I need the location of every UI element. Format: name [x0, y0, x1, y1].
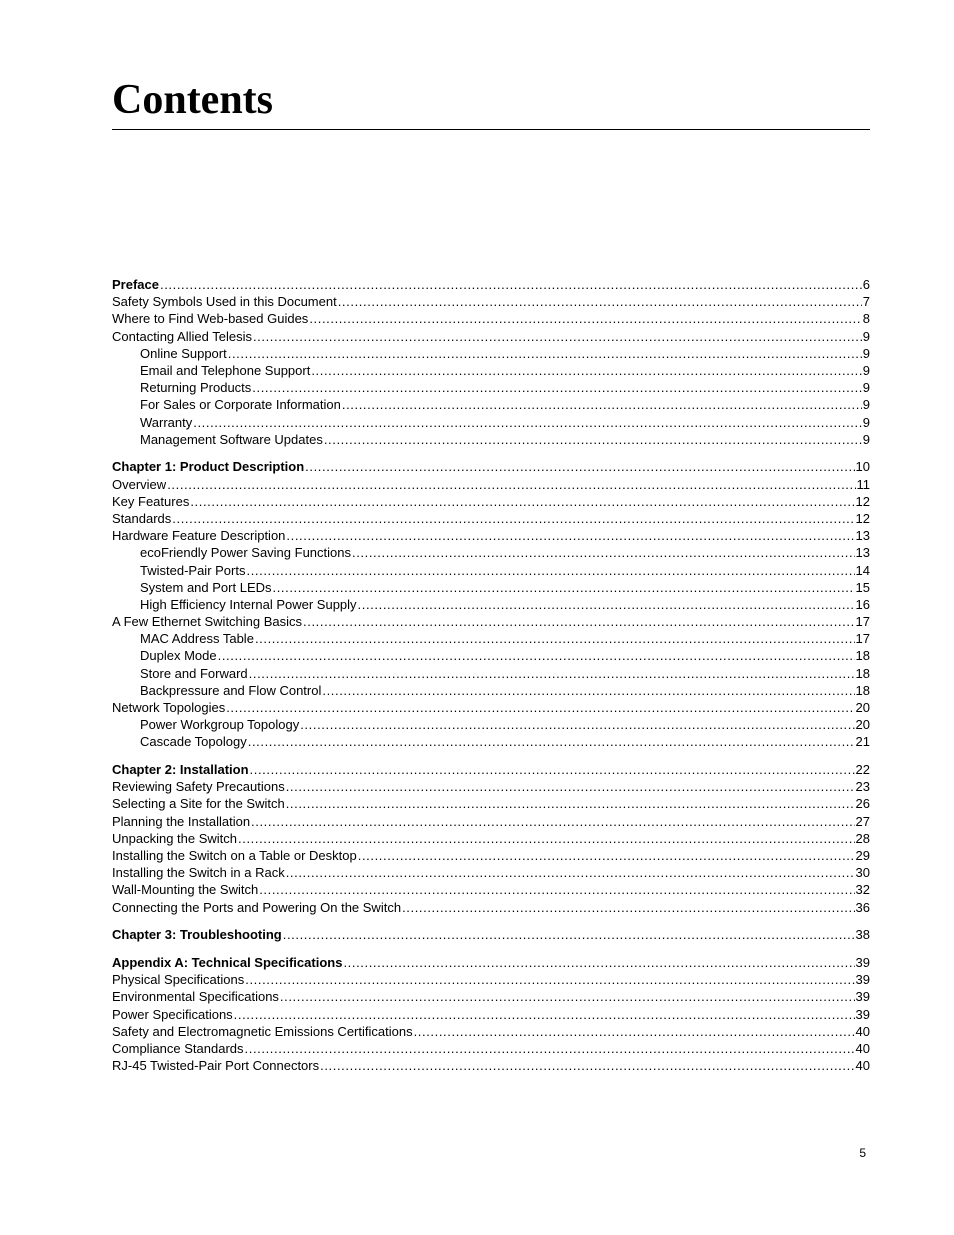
toc-entry[interactable] [112, 579, 870, 596]
dot-leader [255, 630, 855, 647]
toc-entry[interactable] [112, 813, 870, 830]
toc-entry-page: 22 [855, 762, 870, 778]
dot-leader [286, 527, 854, 544]
toc-entry-page: 20 [855, 700, 870, 715]
toc-entry-label: Contacting Allied Telesis [112, 328, 252, 344]
toc-entry-page: 39 [855, 954, 870, 970]
toc-entry[interactable] [112, 1040, 870, 1057]
dot-leader [249, 665, 855, 682]
dot-leader [245, 971, 854, 988]
toc-section [112, 458, 870, 750]
toc-entry[interactable] [112, 847, 870, 864]
toc-entry[interactable] [112, 345, 870, 362]
toc-entry[interactable] [112, 647, 870, 664]
toc-entry[interactable] [112, 899, 870, 916]
toc-entry-label: High Efficiency Internal Power Supply [140, 596, 357, 612]
toc-entry-label: Safety and Electromagnetic Emissions Certifications [112, 1023, 413, 1039]
toc-entry-page: 18 [855, 682, 870, 698]
toc-entry-page: 30 [855, 865, 870, 881]
toc-entry-label: Store and Forward [140, 665, 248, 681]
toc-entry-label: Chapter 2: Installation [112, 762, 249, 778]
dot-leader [190, 493, 854, 510]
page-number: 5 [859, 1146, 866, 1160]
toc-entry-page: 26 [855, 796, 870, 812]
toc-entry-label: System and Port LEDs [140, 579, 272, 595]
dot-leader [193, 414, 862, 431]
toc-entry-label: Key Features [112, 493, 190, 509]
toc-entry-page: 15 [855, 579, 870, 595]
toc-entry[interactable] [112, 431, 870, 448]
toc-entry-label: Duplex Mode [140, 648, 217, 664]
toc-entry-label: Network Topologies [112, 700, 226, 715]
toc-heading-entry[interactable] [112, 458, 870, 475]
dot-leader [342, 396, 862, 413]
toc-heading-entry[interactable] [112, 276, 870, 293]
toc-entry[interactable] [112, 310, 870, 327]
toc-entry-page: 12 [855, 493, 870, 509]
toc-entry-label: Online Support [140, 345, 227, 361]
toc-entry-page: 28 [855, 830, 870, 846]
dot-leader [283, 926, 855, 943]
dot-leader [358, 596, 855, 613]
toc-entry-page: 10 [855, 459, 870, 475]
toc-entry-label: Connecting the Ports and Powering On the Switch [112, 899, 402, 915]
toc-entry[interactable] [112, 414, 870, 431]
toc-entry-label: Returning Products [140, 380, 252, 396]
toc-entry[interactable] [112, 1006, 870, 1023]
toc-entry-label: Standards [112, 510, 172, 526]
dot-leader [320, 1057, 854, 1074]
toc-entry[interactable] [112, 596, 870, 613]
toc-entry[interactable] [112, 795, 870, 812]
toc-entry-page: 27 [855, 813, 870, 829]
toc-entry[interactable] [112, 864, 870, 881]
dot-leader [167, 476, 855, 493]
toc-entry-page: 6 [862, 277, 870, 292]
toc-entry-label: Overview [112, 476, 167, 492]
toc-entry-page: 7 [862, 294, 870, 310]
toc-entry[interactable] [112, 379, 870, 396]
toc-entry-label: Unpacking the Switch [112, 830, 238, 846]
toc-entry-page: 40 [855, 1058, 870, 1074]
toc-entry[interactable] [112, 1023, 870, 1040]
toc-entry[interactable] [112, 396, 870, 413]
toc-entry-page: 17 [855, 614, 870, 630]
dot-leader [218, 647, 855, 664]
toc-entry[interactable] [112, 328, 870, 345]
toc-entry-page: 11 [856, 476, 870, 492]
toc-entry-label: Appendix A: Technical Specifications [112, 954, 343, 970]
dot-leader [251, 813, 854, 830]
toc-entry[interactable] [112, 716, 870, 733]
toc-entry[interactable] [112, 988, 870, 1005]
toc-entry-label: Power Specifications [112, 1006, 233, 1022]
toc-entry-label: Chapter 1: Product Description [112, 459, 305, 475]
dot-leader [248, 733, 855, 750]
toc-entry-page: 21 [855, 734, 870, 750]
toc-entry-page: 39 [855, 972, 870, 988]
toc-entry[interactable] [112, 562, 870, 579]
toc-entry-label: Compliance Standards [112, 1040, 244, 1056]
toc-entry[interactable] [112, 493, 870, 510]
toc-entry[interactable] [112, 613, 870, 630]
dot-leader [352, 544, 855, 561]
toc-entry-page: 9 [862, 397, 870, 413]
dot-leader [259, 881, 854, 898]
toc-entry-label: Where to Find Web-based Guides [112, 311, 309, 327]
dot-leader [358, 847, 855, 864]
toc-entry-page: 39 [855, 1006, 870, 1022]
toc-section [112, 276, 870, 448]
dot-leader [303, 613, 855, 630]
toc-heading-entry[interactable] [112, 954, 870, 971]
toc-entry-label: MAC Address Table [140, 631, 254, 647]
toc-entry-page: 8 [862, 311, 870, 327]
toc-entry-page: 14 [855, 562, 870, 578]
toc-entry-page: 12 [855, 510, 870, 526]
toc-entry[interactable] [112, 476, 870, 493]
table-of-contents [112, 276, 870, 1085]
toc-entry-label: For Sales or Corporate Information [140, 397, 341, 413]
toc-entry[interactable] [112, 1057, 870, 1074]
toc-entry-label: Planning the Installation [112, 813, 251, 829]
toc-heading-entry[interactable] [112, 761, 870, 778]
toc-entry-page: 36 [855, 899, 870, 915]
toc-entry-page: 40 [855, 1040, 870, 1056]
dot-leader [160, 276, 862, 293]
toc-entry[interactable] [112, 544, 870, 561]
toc-section [112, 926, 870, 943]
toc-entry-page: 18 [855, 648, 870, 664]
toc-entry[interactable] [112, 527, 870, 544]
toc-entry-label: Selecting a Site for the Switch [112, 796, 285, 812]
dot-leader [343, 954, 854, 971]
toc-entry-label: Installing the Switch in a Rack [112, 865, 285, 881]
dot-leader [280, 988, 855, 1005]
dot-leader [402, 899, 854, 916]
toc-entry[interactable] [112, 971, 870, 988]
dot-leader [286, 864, 855, 881]
toc-entry[interactable] [112, 830, 870, 847]
toc-entry-label: A Few Ethernet Switching Basics [112, 614, 303, 630]
dot-leader [234, 1006, 855, 1023]
toc-section [112, 954, 870, 1074]
toc-entry-label: Physical Specifications [112, 972, 245, 988]
toc-entry-page: 9 [862, 380, 870, 396]
toc-entry-page: 9 [862, 414, 870, 430]
toc-entry[interactable] [112, 778, 870, 795]
toc-entry-label: Safety Symbols Used in this Document [112, 294, 337, 310]
dot-leader [311, 362, 861, 379]
toc-entry[interactable] [112, 682, 870, 699]
title-divider [112, 129, 870, 130]
toc-entry[interactable] [112, 293, 870, 310]
toc-entry-label: Chapter 3: Troubleshooting [112, 927, 282, 943]
toc-entry-page: 16 [855, 596, 870, 612]
dot-leader [305, 458, 854, 475]
toc-entry-page: 9 [862, 328, 870, 344]
toc-entry-label: Installing the Switch on a Table or Desktop [112, 848, 357, 863]
dot-leader [286, 795, 855, 812]
toc-entry-label: Backpressure and Flow Control [140, 682, 322, 698]
dot-leader [245, 1040, 855, 1057]
dot-leader [338, 293, 862, 310]
dot-leader [322, 682, 854, 699]
toc-entry[interactable] [112, 665, 870, 682]
toc-entry-page: 13 [855, 528, 870, 544]
toc-entry[interactable] [112, 362, 870, 379]
toc-entry-page: 38 [855, 927, 870, 943]
dot-leader [228, 345, 862, 362]
toc-entry-page: 9 [862, 362, 870, 378]
toc-entry-page: 20 [855, 717, 870, 733]
toc-entry-label: Management Software Updates [140, 431, 323, 447]
toc-entry-page: 29 [855, 848, 870, 863]
toc-entry-page: 9 [862, 345, 870, 361]
toc-entry-page: 13 [855, 545, 870, 561]
toc-entry-label: Environmental Specifications [112, 989, 279, 1005]
toc-entry-page: 17 [855, 631, 870, 647]
page-title: Contents [112, 77, 274, 123]
toc-entry-page: 9 [862, 431, 870, 447]
toc-heading-entry[interactable] [112, 926, 870, 943]
toc-entry[interactable] [112, 699, 870, 716]
toc-section [112, 761, 870, 916]
toc-entry-page: 23 [855, 779, 870, 795]
toc-entry-label: RJ-45 Twisted-Pair Port Connectors [112, 1058, 320, 1074]
toc-entry-label: Cascade Topology [140, 734, 247, 750]
toc-entry-label: ecoFriendly Power Saving Functions [140, 545, 351, 561]
toc-entry-label: Email and Telephone Support [140, 362, 311, 378]
toc-entry-page: 40 [855, 1023, 870, 1039]
dot-leader [226, 699, 854, 716]
toc-entry[interactable] [112, 881, 870, 898]
toc-entry-label: Hardware Feature Description [112, 528, 286, 544]
toc-entry-page: 32 [855, 882, 870, 898]
dot-leader [286, 778, 855, 795]
toc-entry-label: Wall-Mounting the Switch [112, 882, 259, 898]
dot-leader [309, 310, 861, 327]
dot-leader [300, 716, 854, 733]
dot-leader [414, 1023, 855, 1040]
toc-entry-label: Preface [112, 277, 159, 292]
dot-leader [252, 379, 861, 396]
dot-leader [273, 579, 855, 596]
toc-entry-label: Reviewing Safety Precautions [112, 779, 285, 795]
toc-entry[interactable] [112, 630, 870, 647]
toc-entry[interactable] [112, 510, 870, 527]
toc-entry-label: Twisted-Pair Ports [140, 562, 246, 578]
dot-leader [246, 562, 854, 579]
dot-leader [238, 830, 855, 847]
toc-entry[interactable] [112, 733, 870, 750]
toc-entry-label: Warranty [140, 414, 193, 430]
toc-entry-page: 39 [855, 989, 870, 1005]
dot-leader [253, 328, 862, 345]
toc-entry-label: Power Workgroup Topology [140, 717, 300, 733]
toc-entry-page: 18 [855, 665, 870, 681]
dot-leader [324, 431, 862, 448]
dot-leader [172, 510, 854, 527]
dot-leader [250, 761, 855, 778]
